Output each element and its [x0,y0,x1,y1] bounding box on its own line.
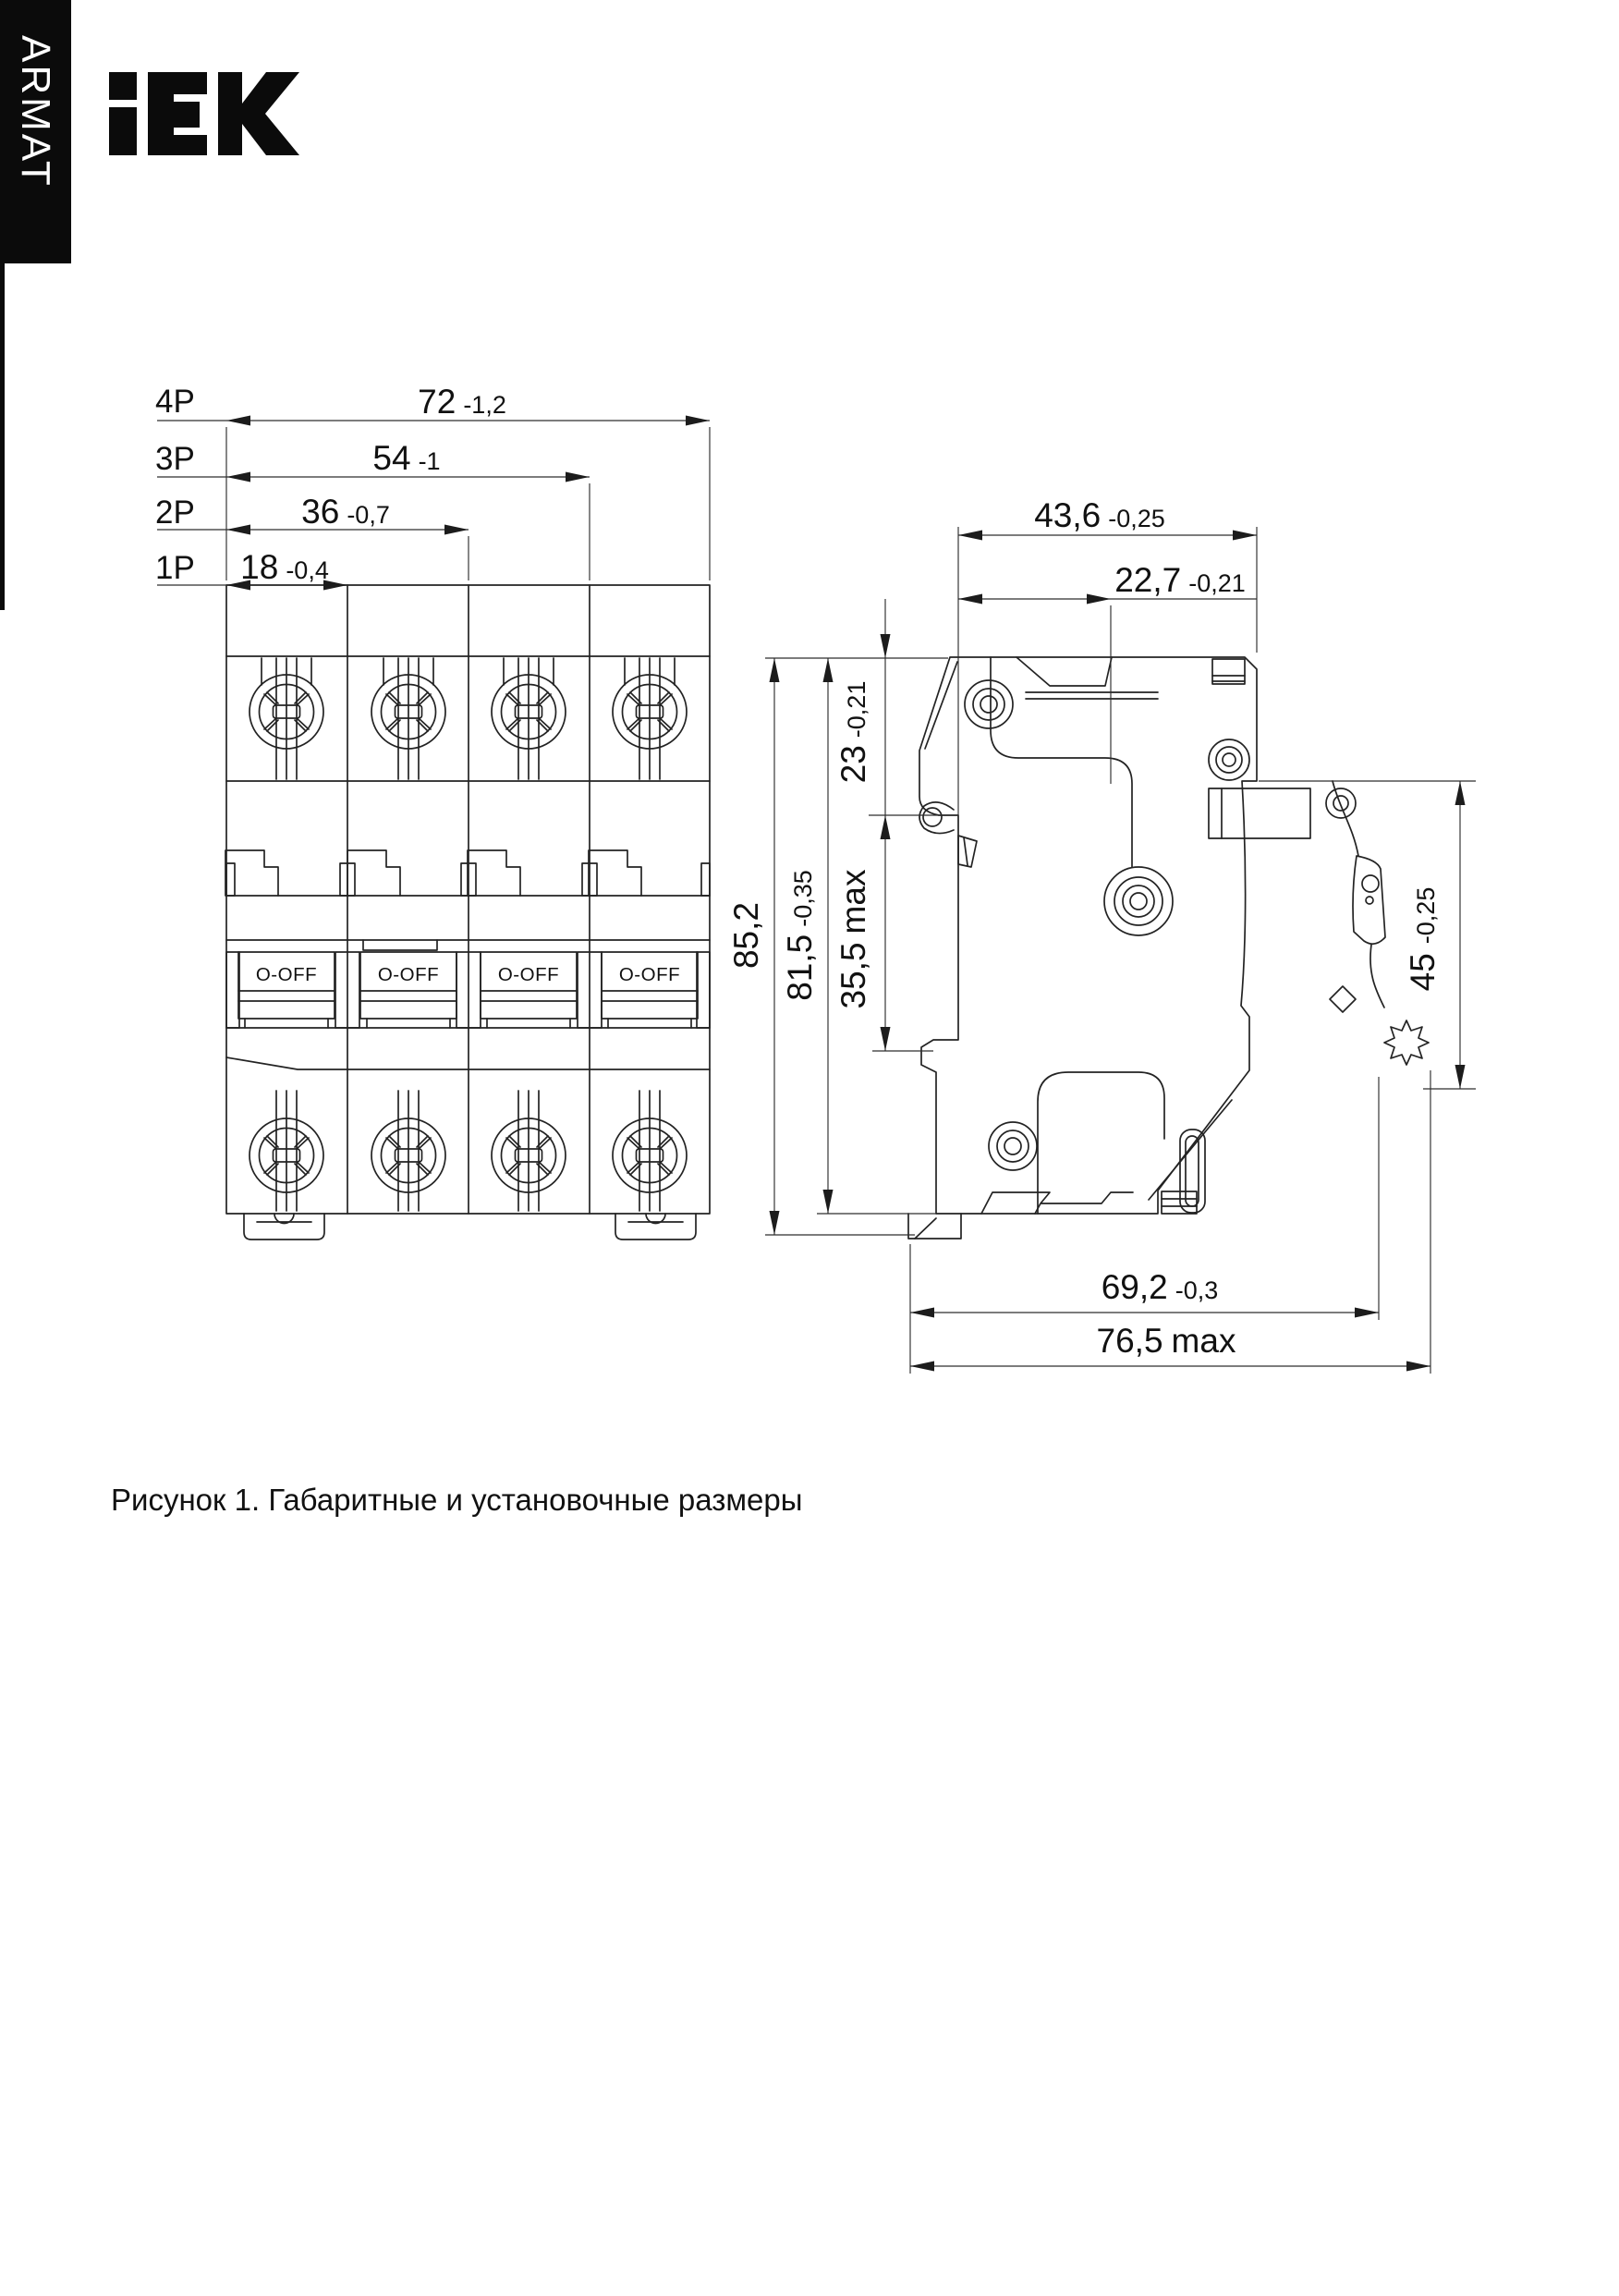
top-terminal-clamp [1212,659,1245,684]
dim-value: 43,6 [1034,496,1102,534]
dim-overall-depth [1034,496,1165,534]
dim-tolerance: -1 [418,447,441,475]
toggle-handle-side [1209,788,1310,838]
terminal-screw-bottom-2 [371,1091,445,1211]
dim-mounting-depth [1102,1268,1219,1306]
dim-value: 85,2 [727,901,765,970]
rivet [1114,877,1163,925]
handle-label-1: O-OFF [255,964,318,985]
rivet [965,680,1013,728]
dim-front-face-height [1404,887,1442,992]
dim-body-height [781,870,819,1001]
dim-value: 72 [418,383,456,421]
side-view [908,657,1429,1239]
cage-tab [225,850,278,896]
dim-value: 76,5 [1096,1322,1163,1360]
screw-slot [1180,1130,1205,1213]
dim-tolerance: -0,3 [1175,1276,1219,1304]
dim-tolerance: -1,2 [463,391,506,419]
rivet [989,1122,1037,1170]
dim-suffix: max [1171,1322,1236,1360]
terminal-screw-top-1 [250,658,323,779]
terminal-screw-top-3 [492,658,566,779]
dim-tolerance: -0,4 [286,556,329,584]
din-hook-foot [908,1214,961,1239]
dim-value: 54 [372,439,411,477]
terminal-screw-bottom-1 [250,1091,323,1211]
dim-max-depth [1097,1322,1236,1360]
dim-tolerance: -0,7 [347,501,390,529]
front-view [225,585,710,1240]
bottom-screw-end [1162,1191,1197,1214]
terminal-screw-bottom-4 [613,1091,687,1211]
figure-caption: Рисунок 1. Габаритные и установочные размеры [111,1483,803,1517]
dim-width-4p [418,383,506,421]
mounting-foot-right [615,1214,696,1240]
dim-width-1p [240,548,329,586]
dim-overall-height [727,902,765,969]
dim-width-3p [372,439,440,477]
dim-top-to-rail [834,681,872,784]
front-view-dimensions [155,383,710,591]
dim-value: 69,2 [1101,1268,1168,1306]
pole-label-3p: 3P [155,441,195,477]
dim-tolerance: -0,35 [789,870,817,927]
dim-front-depth [1114,561,1246,599]
dim-tolerance: -0,25 [1108,505,1165,532]
dim-value: 81,5 [781,934,819,1001]
dim-value: 23 [834,745,872,784]
pole-label-2p: 2P [155,495,195,531]
dim-width-2p [301,493,390,531]
mounting-foot-left [244,1214,324,1240]
pole-label-1p: 1P [155,550,195,586]
dim-tolerance: -0,25 [1412,886,1440,945]
terminal-screw-bottom-3 [492,1091,566,1211]
brand-sidebar [0,0,71,610]
terminal-screw-top-2 [371,658,445,779]
terminal-screw-top-4 [613,658,687,779]
handle-label-4: O-OFF [618,964,681,985]
handle-label-3: O-OFF [497,964,560,985]
dim-value: 18 [240,548,279,586]
handle-label-2: O-OFF [377,964,440,985]
dim-suffix: max [834,869,872,934]
dim-value: 35,5 [834,942,872,1009]
dim-tolerance: -0,21 [843,680,870,739]
side-view-dimensions [727,496,1476,1374]
dim-value: 36 [301,493,340,531]
iek-logo [109,72,299,155]
dim-value: 22,7 [1114,561,1182,599]
pole-label-4p: 4P [155,384,195,420]
armat-series-label: ARMAT [13,35,58,189]
rivet [1209,739,1249,780]
dim-rail-recess [834,869,872,1008]
dim-value: 45 [1404,953,1442,992]
dim-tolerance: -0,21 [1188,569,1246,597]
